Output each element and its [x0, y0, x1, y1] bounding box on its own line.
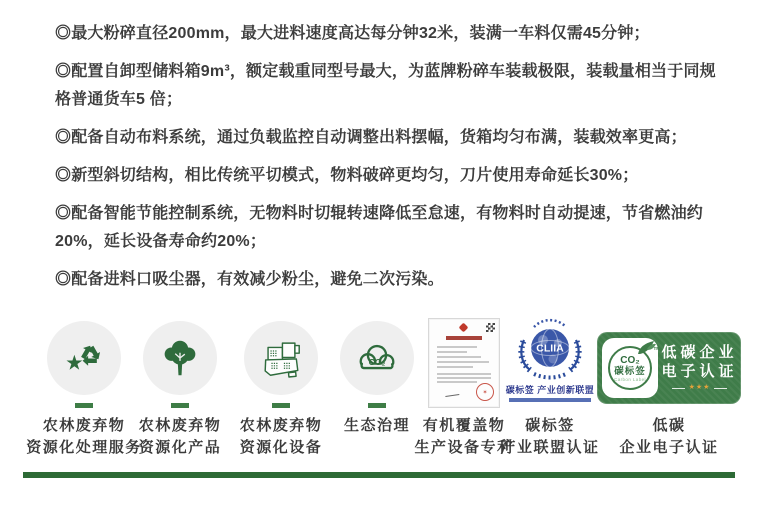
feature-item-3: ◎配备自动布料系统，通过负载监控自动调整出料摆幅，货箱均匀布满，装载效率更高；: [55, 129, 687, 146]
eco-label-line2: 资源化设备: [239, 439, 323, 456]
green-dash: [368, 403, 386, 408]
badge-carbon-label-en: Carbon Label: [614, 377, 646, 382]
icon-circle: [47, 321, 121, 395]
low-carbon-badge: [597, 332, 741, 404]
star-divider-right: [714, 388, 727, 389]
cert-label: [414, 415, 513, 459]
feature-list: [55, 20, 727, 304]
cert-text-line: [437, 381, 477, 383]
green-dash: [171, 403, 189, 408]
badge-stars: [658, 384, 741, 392]
three-stars-icon: ★★★: [688, 384, 711, 391]
cert-column-low-carbon: [592, 318, 746, 459]
cert-label-line2: 生产设备专利: [414, 439, 514, 456]
cert-label-line2: 企业电子认证: [619, 439, 719, 456]
feature-item-6: ◎配备进料口吸尘器，有效减少粉尘，避免二次污染。: [55, 271, 444, 288]
icon-circle: [143, 321, 217, 395]
cert-text-line: [437, 346, 477, 348]
icon-circle: [340, 321, 414, 395]
cert-label-line1: 碳标签: [525, 417, 575, 434]
green-dash: [272, 403, 290, 408]
carbon-label-logo: [608, 346, 660, 390]
eco-label-line2: 资源化产品: [138, 439, 222, 456]
eco-label-line1: 农林废弃物: [42, 417, 126, 434]
feature-item-5: ◎配备智能节能控制系统，无物料时切辊转速降低至怠速，有物料时自动提速，节省燃油约20%，延长设备寿命约20%；: [55, 205, 704, 250]
cert-emblem-icon: [459, 323, 469, 333]
eco-label: [139, 415, 222, 459]
tree-icon: [157, 335, 203, 381]
eco-label: [344, 415, 410, 437]
machine-icon: [258, 335, 304, 381]
cert-label: [500, 415, 599, 459]
cert-signature: [445, 389, 460, 397]
badge-title-line1: 低碳企业: [661, 345, 738, 361]
qr-code-icon: [486, 323, 495, 332]
cert-label: [619, 415, 718, 459]
feature-item-2: ◎配置自卸型储料箱9m³，额定载重同型号最大，为蓝牌粉碎车装载极限，装载量相当于同规格普通货车5 倍；: [55, 63, 716, 108]
feature-item-4: ◎新型斜切结构，相比传统平切模式，物料破碎更均匀，刀片使用寿命延长30%；: [55, 167, 639, 184]
tm-mark: TM: [653, 346, 660, 351]
cert-text-line: [437, 361, 489, 363]
cliia-emblem-icon: [508, 318, 592, 382]
cliia-emblem-text: CLIIA: [536, 342, 564, 355]
icon-circle: [244, 321, 318, 395]
cert-text-line: [437, 356, 481, 358]
eco-column-recycle-service: [26, 318, 142, 459]
cliia-caption: 碳标签 产业创新联盟: [505, 385, 595, 395]
eco-label-line1: 农林废弃物: [138, 417, 222, 434]
cert-text-line: [437, 373, 491, 375]
badge-text-panel: [658, 344, 741, 392]
cert-title-bar: [446, 336, 482, 340]
red-seal-icon: ✶: [476, 383, 494, 401]
feature-item-1: ◎最大粉碎直径200mm，最大进料速度高达每分钟32米，装满一车料仅需45分钟；: [55, 25, 650, 42]
badge-carbon-label-cn: 碳标签: [614, 366, 646, 377]
footer-divider-bar: [23, 472, 735, 478]
cert-text-line: [437, 377, 491, 379]
cliia-subtext-bar: [509, 398, 591, 402]
co2-cloud-icon: [354, 342, 400, 375]
eco-column-products: [128, 318, 232, 459]
eco-label: [240, 415, 323, 459]
eco-label-line1: 生态治理: [343, 417, 410, 434]
eco-label-line1: 农林废弃物: [239, 417, 323, 434]
cert-text-line: [437, 366, 473, 368]
cert-column-patent: [414, 318, 514, 459]
green-dash: [75, 403, 93, 408]
co2-text: CO₂: [368, 356, 386, 367]
eco-column-equipment: [229, 318, 333, 459]
eco-label: [26, 415, 142, 459]
badge-co2-text: CO₂: [620, 355, 640, 366]
eco-label-line2: 资源化处理服务: [26, 439, 142, 456]
recycle-leaf-icon: [62, 336, 106, 380]
cert-label-line1: 低碳: [652, 417, 686, 434]
cert-label-line1: 有机覆盖物: [422, 417, 506, 434]
cert-label-line2: 产业联盟认证: [500, 439, 600, 456]
patent-certificate-image: [428, 318, 500, 408]
star-divider-left: [672, 388, 685, 389]
badge-logo-panel: [602, 338, 658, 398]
badge-title-line2: 电子认证: [661, 364, 738, 380]
cert-column-cliia: [500, 318, 600, 459]
cert-text-line: [437, 351, 467, 353]
